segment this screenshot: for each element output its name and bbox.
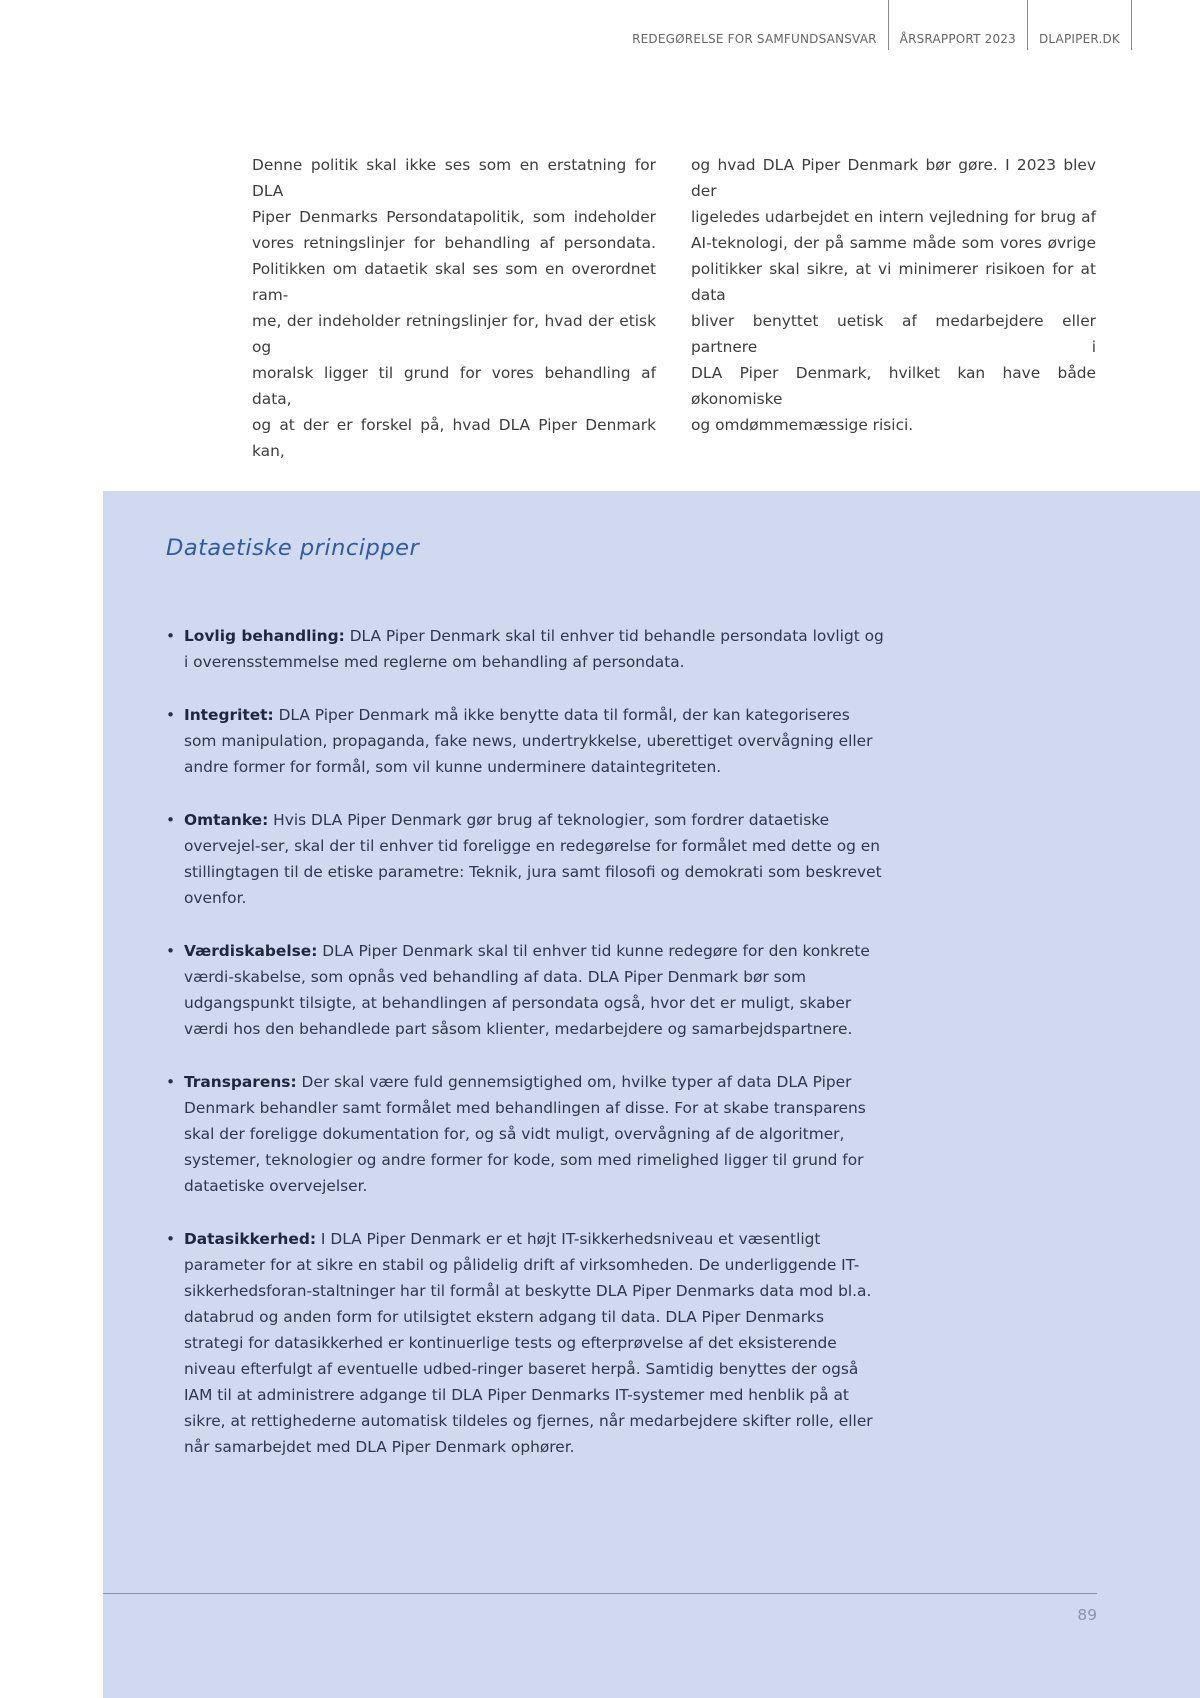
principle-term: Transparens: [184, 1073, 297, 1091]
principle-text: DLA Piper Denmark må ikke benytte data til formål, der kan kategoriseres som manipulation, propaganda, fake news, undertrykkelse, uberettiget overvågning eller andre former for formål, som vil kunne underminere dataintegriteten. [184, 706, 873, 776]
nav-link-website[interactable] [1028, 0, 1132, 50]
principle-term: Datasikkerhed: [184, 1230, 316, 1248]
footer-divider [103, 1593, 1097, 1594]
intro-line: AI-teknologi, der på samme måde som vores øvrige [691, 234, 1096, 252]
principle-term: Integritet: [184, 706, 274, 724]
principle-term: Lovlig behandling: [184, 627, 345, 645]
nav-link-samfundsansvar[interactable] [621, 0, 889, 50]
principle-item-integritet [166, 702, 886, 780]
principle-item-vaerdiskabelse [166, 938, 886, 1042]
intro-column-left [252, 152, 656, 464]
principle-item-lovlig-behandling [166, 623, 886, 675]
principle-text: DLA Piper Denmark skal til enhver tid kunne redegøre for den konkrete værdi-skabelse, som opnås ved behandling af data. DLA Piper Denmark bør som udgangspunkt tilsigte, at behandlingen af persondata også, hvor det er muligt, skaber værdi hos den behandlede part såsom klienter, medarbejdere og samarbejdspartnere. [184, 942, 870, 1038]
intro-line: bliver benyttet uetisk af medarbejdere eller partnere i [691, 312, 1096, 356]
intro-line: og omdømmemæssige risici. [691, 416, 914, 434]
intro-line: ligeledes udarbejdet en intern vejledning for brug af [691, 208, 1096, 226]
intro-line: Politikken om dataetik skal ses som en overordnet ram- [252, 260, 656, 304]
intro-line: Piper Denmarks Persondatapolitik, som indeholder [252, 208, 656, 226]
header-nav [621, 0, 1132, 50]
intro-line: moralsk ligger til grund for vores behandling af data, [252, 364, 656, 408]
principle-item-omtanke [166, 807, 886, 911]
intro-line: og hvad DLA Piper Denmark bør gøre. I 2023 blev der [691, 156, 1096, 200]
principles-list [166, 623, 886, 1487]
principles-panel [103, 491, 1200, 1698]
intro-line: vores retningslinjer for behandling af persondata. [252, 234, 656, 252]
principle-text: DLA Piper Denmark skal til enhver tid behandle persondata lovligt og i overensstemmelse med reglerne om behandling af persondata. [184, 627, 884, 671]
intro-line: og at der er forskel på, hvad DLA Piper Denmark kan, [252, 416, 656, 460]
principle-text: I DLA Piper Denmark er et højt IT-sikkerhedsniveau et væsentligt parameter for at sikre en stabil og pålidelig drift af virksomheden. De underliggende IT-sikkerhedsforan-staltninger har til formål at beskytte DLA Piper Denmarks data mod bl.a. databrud og anden form for utilsigtet ekstern adgang til data. DLA Piper Denmarks strategi for datasikkerhed er kontinuerlige tests og efterprøvelse af det eksisterende niveau efterfulgt af eventuelle udbed-ringer baseret herpå. Samtidig benyttes der også IAM til at administrere adgange til DLA Piper Denmarks IT-systemer med henblik på at sikre, at rettighederne automatisk tildeles og fjernes, når medarbejdere skifter rolle, eller når samarbejdet med DLA Piper Denmark ophører. [184, 1230, 873, 1456]
nav-link-label: REDEGØRELSE FOR SAMFUNDSANSVAR [632, 32, 877, 46]
nav-link-label: DLAPIPER.DK [1038, 32, 1120, 46]
principle-term: Værdiskabelse: [184, 942, 318, 960]
intro-line: Denne politik skal ikke ses som en erstatning for DLA [252, 156, 656, 200]
page-number: 89 [1077, 1606, 1097, 1624]
principle-item-transparens [166, 1069, 886, 1199]
principle-text: Der skal være fuld gennemsigtighed om, hvilke typer af data DLA Piper Denmark behandler samt formålet med behandlingen af disse. For at skabe transparens skal der foreligge dokumentation for, og så vidt muligt, overvågning af de algoritmer, systemer, teknologier og andre former for kode, som med rimelighed ligger til grund for dataetiske overvejelser. [184, 1073, 866, 1195]
intro-line: politikker skal sikre, at vi minimerer risikoen for at data [691, 260, 1096, 304]
principle-text: Hvis DLA Piper Denmark gør brug af teknologier, som fordrer dataetiske overvejel-ser, skal der til enhver tid foreligge en redegørelse for formålet med dette og en stillingtagen til de etiske parametre: Teknik, jura samt filosofi og demokrati som beskrevet ovenfor. [184, 811, 882, 907]
nav-link-label: ÅRSRAPPORT 2023 [899, 32, 1016, 46]
intro-line: DLA Piper Denmark, hvilket kan have både økonomiske [691, 364, 1096, 408]
intro-line: me, der indeholder retningslinjer for, hvad der etisk og [252, 312, 656, 356]
intro-column-right [691, 152, 1096, 438]
nav-link-aarsrapport[interactable] [889, 0, 1028, 50]
panel-title: Dataetiske principper [166, 535, 420, 561]
principle-term: Omtanke: [184, 811, 269, 829]
principle-item-datasikkerhed [166, 1226, 886, 1460]
